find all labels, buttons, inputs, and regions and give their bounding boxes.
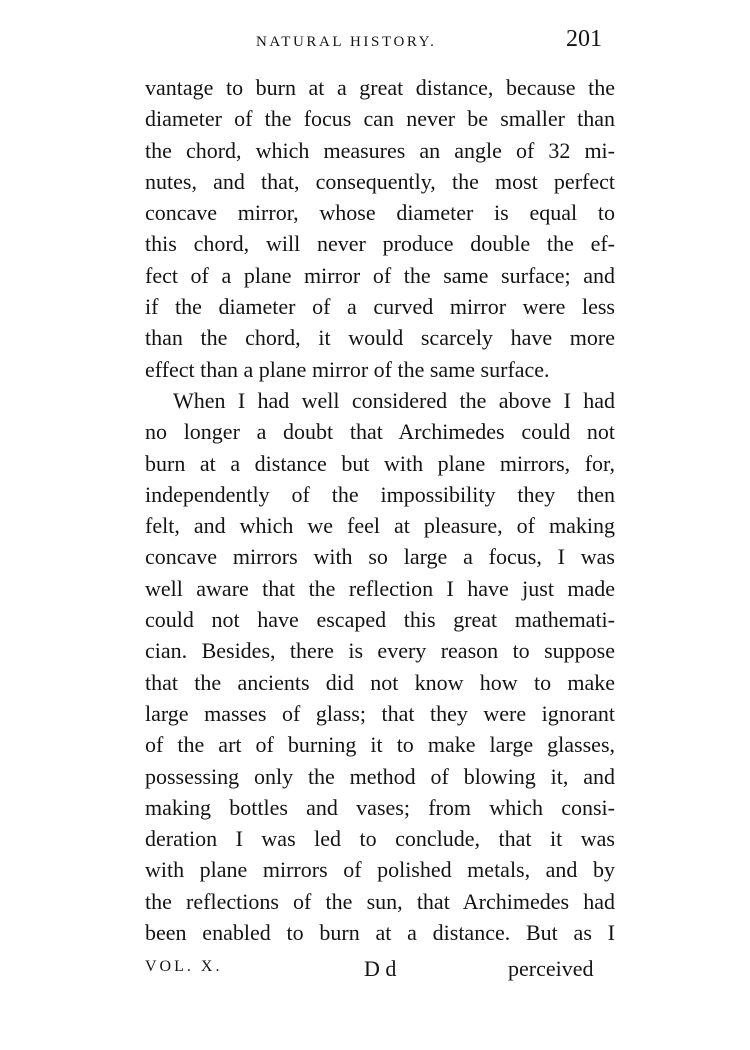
text-line: independently of the impossibility they then <box>145 481 615 507</box>
text-line: deration I was led to conclude, that it was <box>145 826 615 852</box>
page-number: 201 <box>566 26 602 52</box>
page-footer <box>0 956 750 986</box>
text-line: burn at a distance but with plane mirrors, for, <box>145 450 615 476</box>
text-line: no longer a doubt that Archimedes could not <box>145 419 615 445</box>
text-line: vantage to burn at a great distance, because the <box>145 75 615 100</box>
text-line: large masses of glass; that they were ignorant <box>145 700 615 726</box>
text-line: this chord, will never produce double the ef- <box>145 231 615 257</box>
body-text <box>145 72 615 948</box>
text-line: diameter of the focus can never be smaller than <box>145 106 615 132</box>
running-head: NATURAL HISTORY. <box>256 34 437 50</box>
text-line: When I had well considered the above I had <box>173 387 615 413</box>
text-line: effect than a plane mirror of the same surface. <box>145 356 550 382</box>
text-line: well aware that the reflection I have just made <box>145 575 615 601</box>
text-line: with plane mirrors of polished metals, and by <box>145 857 615 883</box>
text-line: felt, and which we feel at pleasure, of making <box>145 513 615 539</box>
text-line: been enabled to burn at a distance. But as I <box>145 920 615 946</box>
volume-mark: VOL. X. <box>145 958 223 975</box>
text-line: fect of a plane mirror of the same surface; and <box>145 262 615 288</box>
text-line: than the chord, it would scarcely have more <box>145 325 615 351</box>
text-line: the reflections of the sun, that Archimedes had <box>145 888 615 914</box>
text-line: cian. Besides, there is every reason to suppose <box>145 638 615 664</box>
text-line: possessing only the method of blowing it, and <box>145 763 615 789</box>
text-line: that the ancients did not know how to make <box>145 669 615 695</box>
text-line: making bottles and vases; from which consi- <box>145 794 615 820</box>
text-line: of the art of burning it to make large glasses, <box>145 732 615 758</box>
text-line: could not have escaped this great mathemati- <box>145 607 615 633</box>
text-line: concave mirror, whose diameter is equal to <box>145 200 615 226</box>
catchword: perceived <box>508 956 594 981</box>
signature-mark: D d <box>364 956 397 981</box>
text-line: concave mirrors with so large a focus, I was <box>145 544 615 570</box>
text-line: the chord, which measures an angle of 32 mi- <box>145 137 615 163</box>
text-line: if the diameter of a curved mirror were less <box>145 294 615 320</box>
text-line: nutes, and that, consequently, the most perfect <box>145 168 615 194</box>
